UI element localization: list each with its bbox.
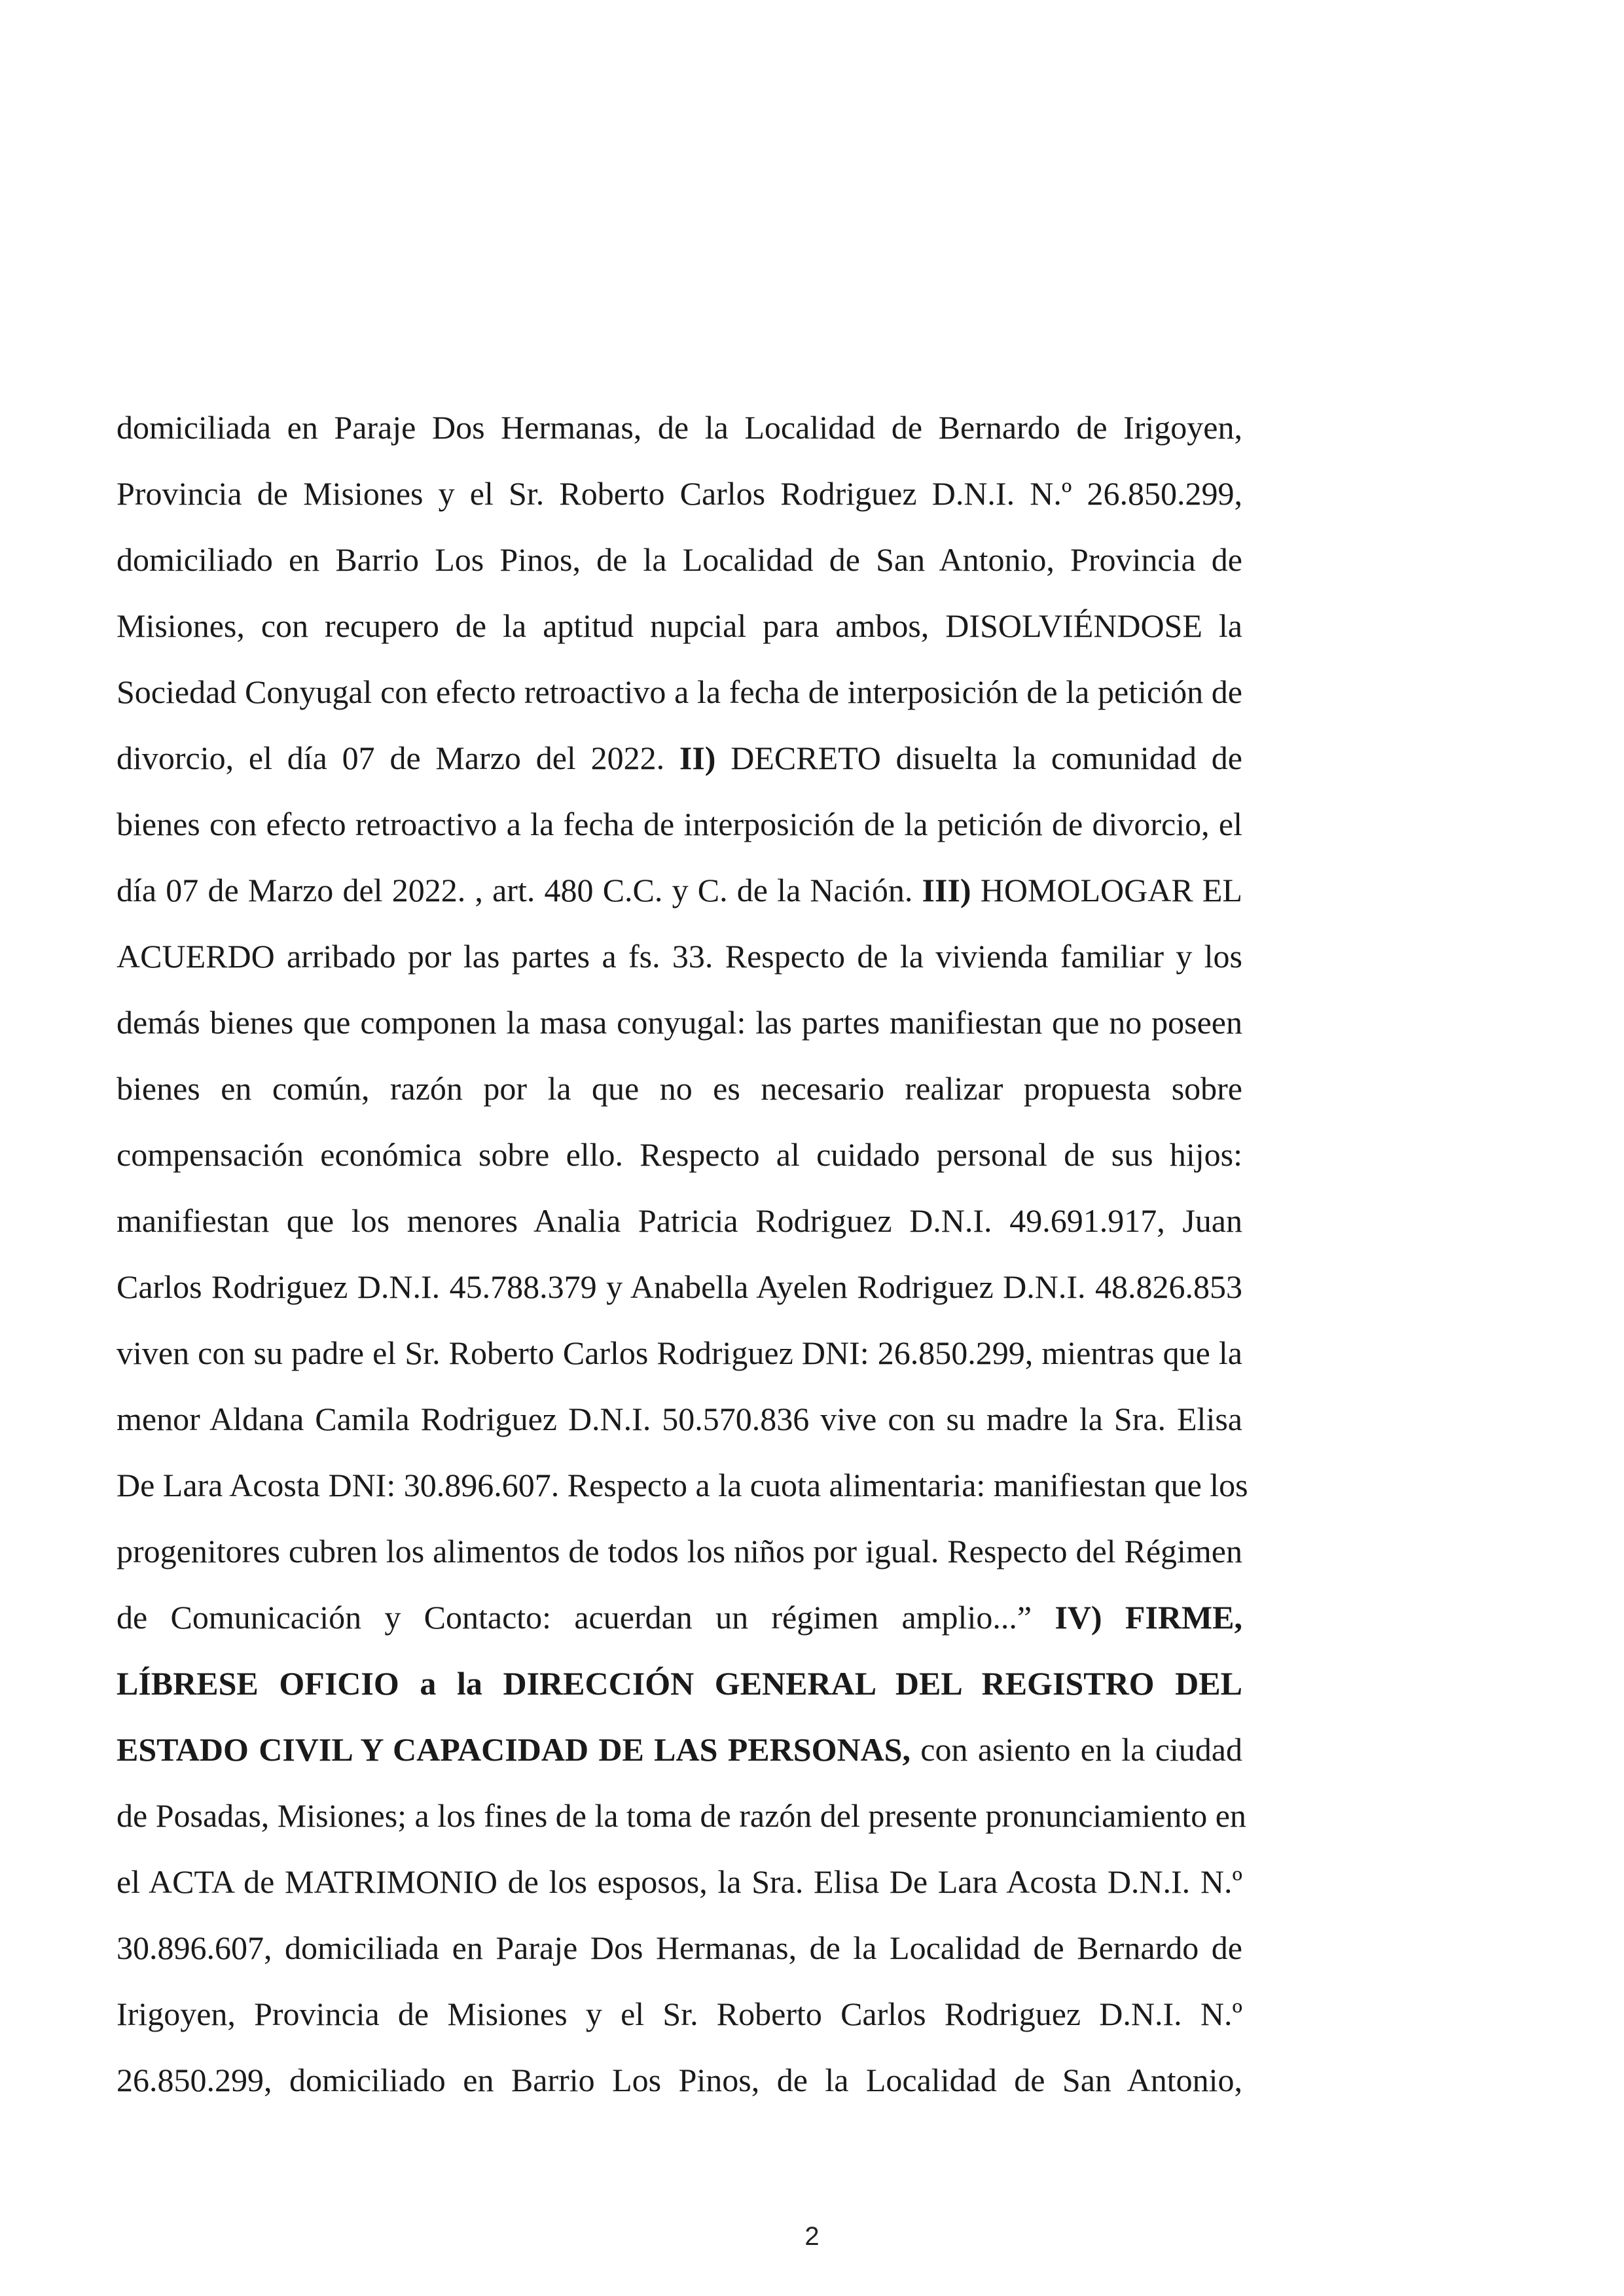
text-line: [117, 659, 1242, 725]
text-segment: con asiento en la ciudad: [910, 1731, 1242, 1768]
text-segment: HOMOLOGAR EL: [971, 872, 1242, 908]
text-segment: 26.850.299, domiciliado en Barrio Los Pinos, de la Localidad de San Antonio,: [117, 2062, 1242, 2098]
text-segment: bienes en común, razón por la que no es necesario realizar propuesta sobre: [117, 1070, 1242, 1107]
text-line: [117, 593, 1242, 659]
text-segment: viven con su padre el Sr. Roberto Carlos Rodriguez DNI: 26.850.299, mientras que la: [117, 1335, 1242, 1371]
text-segment: bienes con efecto retroactivo a la fecha de interposición de la petición de divorcio, el: [117, 806, 1242, 842]
text-line: [117, 1585, 1242, 1651]
text-line: [117, 725, 1242, 791]
page-number: 2: [804, 2222, 820, 2251]
text-line: [117, 527, 1242, 593]
text-line: [117, 1254, 1242, 1320]
text-segment: demás bienes que componen la masa conyugal: las partes manifiestan que no poseen: [117, 1004, 1242, 1041]
text-segment: domiciliado en Barrio Los Pinos, de la Localidad de San Antonio, Provincia de: [117, 541, 1242, 578]
text-line: [117, 1981, 1242, 2047]
text-line: [117, 1122, 1242, 1188]
text-segment: divorcio, el día 07 de Marzo del 2022.: [117, 740, 679, 776]
text-segment: Provincia de Misiones y el Sr. Roberto Carlos Rodriguez D.N.I. N.º 26.850.299,: [117, 475, 1242, 512]
text-line: [117, 857, 1242, 924]
text-line: [117, 461, 1242, 527]
text-segment: progenitores cubren los alimentos de todos los niños por igual. Respecto del Régimen: [117, 1533, 1242, 1570]
text-line: [117, 1518, 1242, 1585]
text-segment: de Comunicación y Contacto: acuerdan un régimen amplio...”: [117, 1599, 1055, 1636]
text-line: [117, 1915, 1242, 1981]
bold-text-segment: LÍBRESE OFICIO a la DIRECCIÓN GENERAL DEL REGISTRO DEL: [117, 1665, 1242, 1702]
bold-text-segment: ESTADO CIVIL Y CAPACIDAD DE LAS PERSONAS,: [117, 1731, 911, 1768]
text-line: [117, 1849, 1242, 1915]
bold-text-segment: IV) FIRME,: [1055, 1599, 1242, 1636]
text-line: [117, 924, 1242, 990]
text-segment: el ACTA de MATRIMONIO de los esposos, la Sra. Elisa De Lara Acosta D.N.I. N.º: [117, 1863, 1242, 1900]
text-line: [117, 1188, 1242, 1254]
text-line: [117, 1056, 1242, 1122]
text-segment: ACUERDO arribado por las partes a fs. 33. Respecto de la vivienda familiar y los: [117, 938, 1242, 975]
text-segment: domiciliada en Paraje Dos Hermanas, de la Localidad de Bernardo de Irigoyen,: [117, 409, 1242, 446]
text-segment: De Lara Acosta DNI: 30.896.607. Respecto a la cuota alimentaria: manifiestan que los: [117, 1467, 1248, 1503]
text-line: [117, 791, 1242, 857]
text-line: [117, 395, 1242, 461]
text-line: [117, 2047, 1242, 2113]
text-line: [117, 1320, 1242, 1386]
text-line: [117, 990, 1242, 1056]
text-line: [117, 1717, 1242, 1783]
text-segment: Carlos Rodriguez D.N.I. 45.788.379 y Anabella Ayelen Rodriguez D.N.I. 48.826.853: [117, 1268, 1242, 1305]
text-segment: Irigoyen, Provincia de Misiones y el Sr. Roberto Carlos Rodriguez D.N.I. N.º: [117, 1996, 1242, 2032]
text-segment: de Posadas, Misiones; a los fines de la toma de razón del presente pronunciamiento en: [117, 1797, 1246, 1834]
text-segment: DECRETO disuelta la comunidad de: [715, 740, 1242, 776]
text-segment: manifiestan que los menores Analia Patricia Rodriguez D.N.I. 49.691.917, Juan: [117, 1202, 1242, 1239]
text-segment: menor Aldana Camila Rodriguez D.N.I. 50.570.836 vive con su madre la Sra. Elisa: [117, 1401, 1242, 1437]
text-segment: día 07 de Marzo del 2022. , art. 480 C.C. y C. de la Nación.: [117, 872, 922, 908]
text-line: [117, 1452, 1248, 1518]
body-text: [117, 395, 1248, 2113]
text-segment: Misiones, con recupero de la aptitud nupcial para ambos, DISOLVIÉNDOSE la: [117, 607, 1242, 644]
bold-text-segment: III): [922, 872, 971, 908]
text-segment: compensación económica sobre ello. Respecto al cuidado personal de sus hijos:: [117, 1136, 1242, 1173]
text-line: [117, 1651, 1242, 1717]
bold-text-segment: II): [679, 740, 716, 776]
text-segment: 30.896.607, domiciliada en Paraje Dos Hermanas, de la Localidad de Bernardo de: [117, 1929, 1242, 1966]
text-segment: Sociedad Conyugal con efecto retroactivo a la fecha de interposición de la petición de: [117, 673, 1242, 710]
text-line: [117, 1783, 1246, 1849]
text-line: [117, 1386, 1242, 1452]
